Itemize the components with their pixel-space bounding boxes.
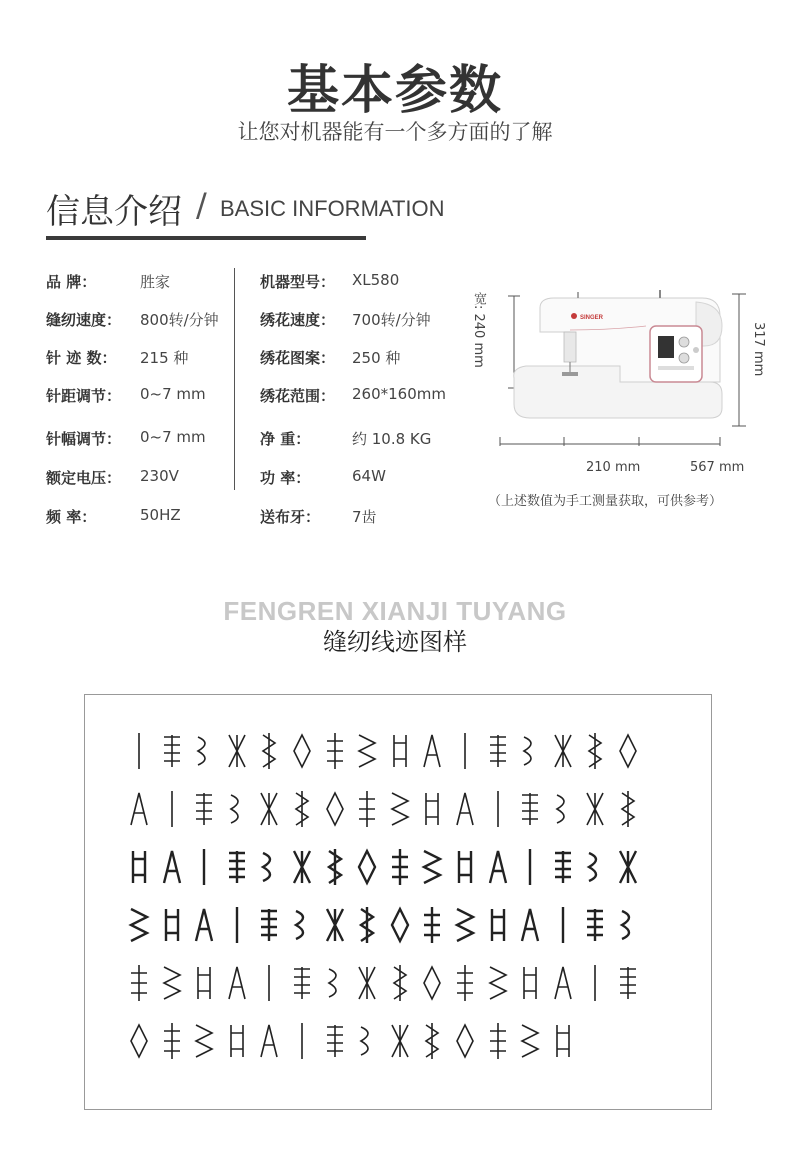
stitch-pattern-icon <box>225 731 249 771</box>
spec-label: 针幅调节： <box>46 430 122 448</box>
stitch-pattern-icon <box>551 1021 575 1061</box>
stitch-pattern-icon <box>257 905 281 945</box>
page-title: 基本参数 <box>286 61 503 121</box>
stitch-pattern-icon <box>518 905 542 945</box>
stitch-pattern-icon <box>257 789 281 829</box>
stitch-pattern-icon <box>160 847 184 887</box>
stitch-pattern-icon <box>127 1021 151 1061</box>
spec-label: 净 重： <box>260 430 311 448</box>
sewing-machine-illustration <box>470 286 760 446</box>
spec-value: 800转/分钟 <box>140 311 219 329</box>
stitch-pattern-icon <box>225 789 249 829</box>
stitch-pattern-icon <box>127 963 151 1003</box>
stitch-pattern-icon <box>583 905 607 945</box>
stitch-pattern-icon <box>551 789 575 829</box>
stitch-pattern-icon <box>420 1021 444 1061</box>
stitch-pattern-icon <box>486 1021 510 1061</box>
stitch-pattern-icon <box>388 789 412 829</box>
column-divider <box>234 268 235 490</box>
stitch-pattern-icon <box>225 905 249 945</box>
spec-value: 50HZ <box>140 506 181 524</box>
stitch-pattern-icon <box>160 731 184 771</box>
stitch-pattern-icon <box>192 847 216 887</box>
stitch-pattern-icon <box>225 847 249 887</box>
stitch-pattern-icon <box>551 963 575 1003</box>
stitch-pattern-icon <box>388 963 412 1003</box>
stitch-pattern-icon <box>583 963 607 1003</box>
stitch-pattern-icon <box>127 731 151 771</box>
stitch-pattern-icon <box>290 963 314 1003</box>
stitch-pattern-icon <box>420 905 444 945</box>
stitch-pattern-icon <box>355 1021 379 1061</box>
stitch-pattern-icon <box>192 1021 216 1061</box>
brand-logo: SINGER <box>580 315 604 321</box>
spec-value: 0~7 mm <box>140 428 206 446</box>
stitch-pattern-icon <box>127 847 151 887</box>
section-title-cn: 信息介绍 <box>46 192 182 232</box>
stitch-pattern-icon <box>453 847 477 887</box>
spec-value: 215 种 <box>140 349 189 367</box>
stitch-pattern-icon <box>616 963 640 1003</box>
stitch-pattern-icon <box>388 1021 412 1061</box>
stitch-pattern-icon <box>290 731 314 771</box>
width-dimension-a: 210 mm <box>586 460 641 475</box>
stitch-pattern-icon <box>127 789 151 829</box>
section-title-en: BASIC INFORMATION <box>220 196 445 221</box>
stitch-pattern-icon <box>257 847 281 887</box>
stitch-pattern-icon <box>420 789 444 829</box>
spec-label: 绣花范围： <box>260 387 336 405</box>
stitch-pattern-icon <box>225 963 249 1003</box>
stitch-pattern-icon <box>453 731 477 771</box>
spec-label: 送布牙： <box>260 508 321 526</box>
stitch-pattern-icon <box>583 731 607 771</box>
stitch-pattern-icon <box>323 905 347 945</box>
height-dimension-right: 317 mm <box>751 322 766 377</box>
stitch-pattern-icon <box>583 789 607 829</box>
width-dimension-b: 567 mm <box>690 460 745 475</box>
stitch-pattern-icon <box>225 1021 249 1061</box>
spec-label: 品 牌： <box>46 273 97 291</box>
stitch-pattern-icon <box>192 789 216 829</box>
stitch-pattern-icon <box>486 789 510 829</box>
spec-value: 64W <box>352 467 386 485</box>
section-slash: / <box>196 186 207 224</box>
stitch-pattern-icon <box>355 847 379 887</box>
stitch-pattern-icon <box>551 905 575 945</box>
spec-value: 250 种 <box>352 349 401 367</box>
stitch-pattern-icon <box>518 963 542 1003</box>
stitch-pattern-icon <box>355 789 379 829</box>
stitch-pattern-icon <box>127 905 151 945</box>
section-underline <box>46 236 366 240</box>
spec-label: 绣花图案： <box>260 349 336 367</box>
stitch-pattern-icon <box>160 789 184 829</box>
spec-value: 胜家 <box>140 273 171 291</box>
stitch-pattern-icon <box>616 789 640 829</box>
stitch-pattern-icon <box>616 847 640 887</box>
stitch-pattern-icon <box>453 789 477 829</box>
spec-label: 功 率： <box>260 469 311 487</box>
stitch-pattern-icon <box>551 731 575 771</box>
stitch-pattern-icon <box>192 905 216 945</box>
spec-value: 7齿 <box>352 508 377 526</box>
stitch-pattern-icon <box>355 905 379 945</box>
stitch-pattern-icon <box>290 1021 314 1061</box>
measurement-note: （上述数值为手工测量获取，可供参考） <box>488 494 723 509</box>
spec-value: XL580 <box>352 271 400 289</box>
stitch-pattern-icon <box>486 731 510 771</box>
spec-value: 700转/分钟 <box>352 311 431 329</box>
stitch-pattern-icon <box>518 847 542 887</box>
stitch-pattern-icon <box>192 731 216 771</box>
stitch-pattern-icon <box>323 1021 347 1061</box>
spec-label: 频 率： <box>46 508 97 526</box>
stitch-pattern-icon <box>583 847 607 887</box>
stitch-pattern-icon <box>551 847 575 887</box>
stitch-pattern-icon <box>420 963 444 1003</box>
spec-value: 230V <box>140 467 179 485</box>
stitch-title-en: FENGREN XIANJI TUYANG <box>223 596 567 626</box>
stitch-pattern-icon <box>192 963 216 1003</box>
stitch-pattern-icon <box>160 1021 184 1061</box>
stitch-pattern-icon <box>453 905 477 945</box>
spec-label: 缝纫速度： <box>46 311 122 329</box>
stitch-pattern-icon <box>290 905 314 945</box>
stitch-pattern-icon <box>257 963 281 1003</box>
stitch-pattern-icon <box>290 847 314 887</box>
spec-label: 额定电压： <box>46 469 122 487</box>
stitch-pattern-icon <box>160 905 184 945</box>
stitch-pattern-icon <box>453 963 477 1003</box>
stitch-pattern-icon <box>486 963 510 1003</box>
stitch-pattern-icon <box>616 905 640 945</box>
stitch-pattern-icon <box>518 1021 542 1061</box>
stitch-pattern-icon <box>290 789 314 829</box>
stitch-pattern-icon <box>257 731 281 771</box>
stitch-title-cn: 缝纫线迹图样 <box>323 628 467 656</box>
stitch-pattern-icon <box>420 847 444 887</box>
stitch-pattern-icon <box>518 731 542 771</box>
page-subtitle: 让您对机器能有一个多方面的了解 <box>237 120 553 144</box>
spec-value: 0~7 mm <box>140 385 206 403</box>
spec-label: 针距调节： <box>46 387 122 405</box>
stitch-pattern-icon <box>323 731 347 771</box>
stitch-pattern-icon <box>323 789 347 829</box>
stitch-pattern-icon <box>355 963 379 1003</box>
stitch-pattern-icon <box>453 1021 477 1061</box>
stitch-pattern-icon <box>355 731 379 771</box>
stitch-pattern-icon <box>486 905 510 945</box>
stitch-pattern-icon <box>388 905 412 945</box>
stitch-pattern-icon <box>323 963 347 1003</box>
stitch-pattern-icon <box>420 731 444 771</box>
spec-value: 约 10.8 KG <box>352 430 432 448</box>
stitch-pattern-icon <box>616 731 640 771</box>
stitch-pattern-icon <box>388 731 412 771</box>
stitch-pattern-panel <box>84 694 712 1110</box>
spec-label: 机器型号： <box>260 273 336 291</box>
stitch-pattern-icon <box>486 847 510 887</box>
spec-label: 针 迹 数： <box>46 349 117 367</box>
stitch-pattern-icon <box>257 1021 281 1061</box>
stitch-pattern-icon <box>518 789 542 829</box>
stitch-pattern-icon <box>160 963 184 1003</box>
stitch-pattern-icon <box>323 847 347 887</box>
spec-label: 绣花速度： <box>260 311 336 329</box>
stitch-pattern-icon <box>388 847 412 887</box>
spec-value: 260*160mm <box>352 385 446 403</box>
height-dimension-left: 宽: 240 mm <box>471 292 486 368</box>
